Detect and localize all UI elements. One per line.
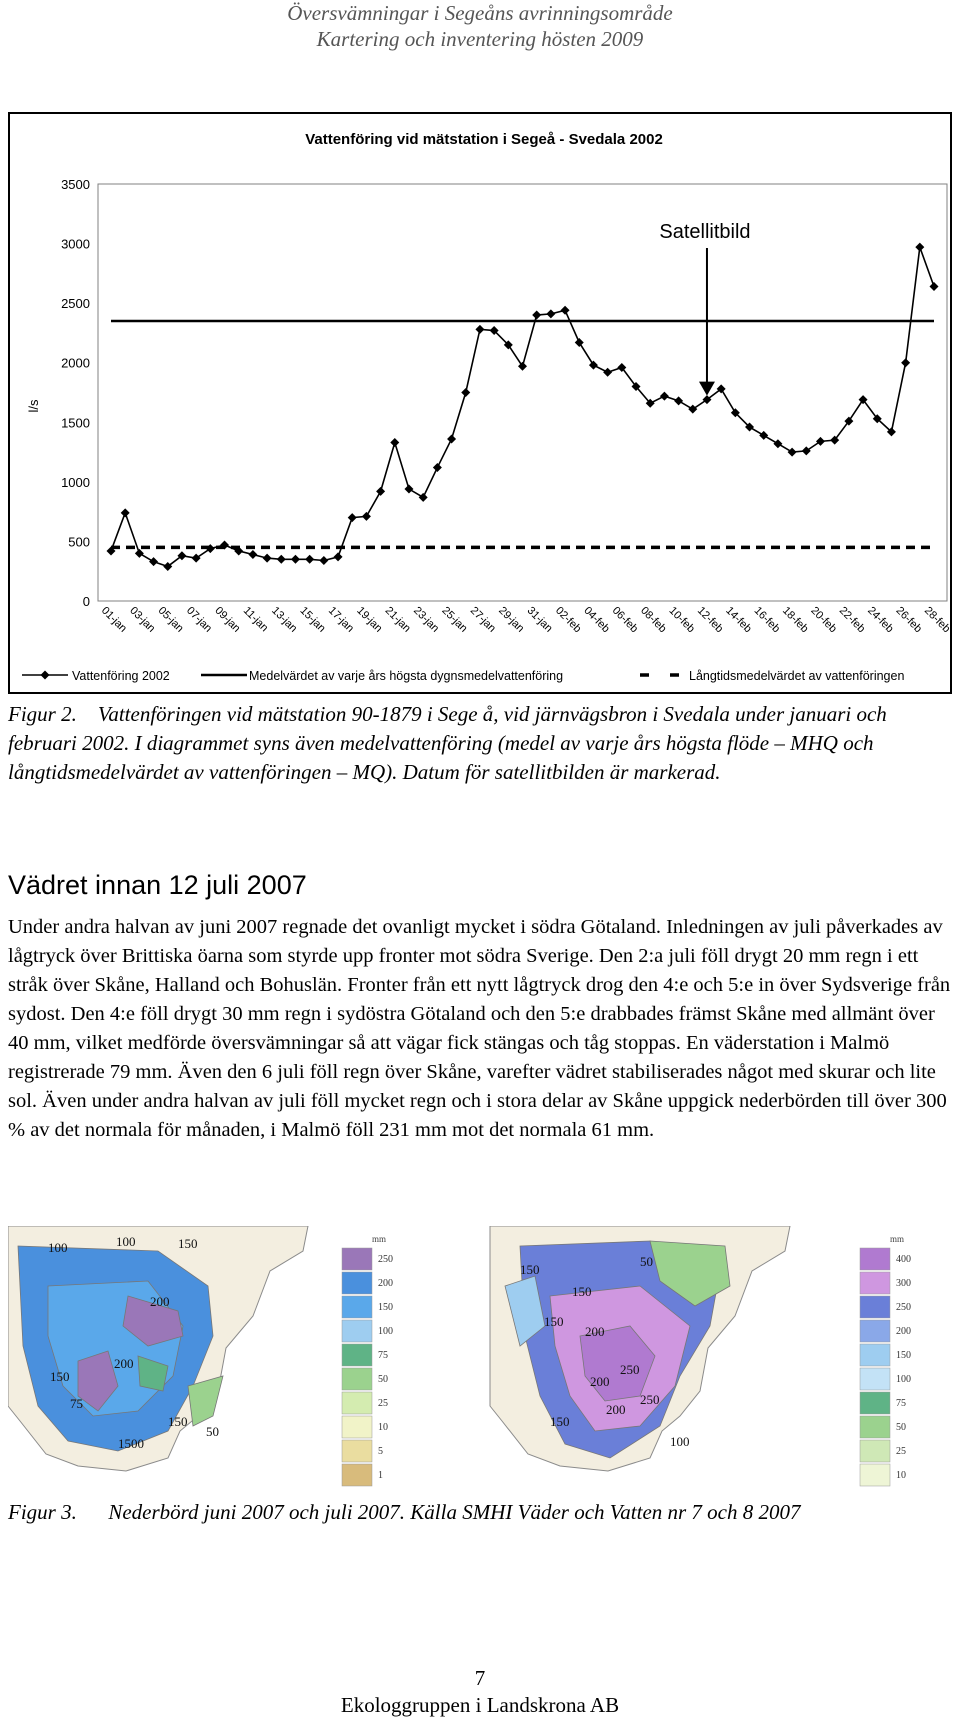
- map-contour-label: 150: [544, 1314, 564, 1329]
- figure-2-text: Vattenföringen vid mätstation 90-1879 i Sege å, vid järnvägsbron i Svedala under januari och februari 2002. I diagrammet syns även medelvattenföring (medel av varje års högsta flöde – MHQ och långtidsmedelvärdet av vattenföringen – MQ). Datum för satellitbilden är markerad.: [8, 702, 887, 784]
- x-tick-label: 22-feb: [836, 604, 868, 636]
- flow-point: [901, 358, 910, 367]
- flow-series-line: [111, 247, 934, 566]
- flow-point: [915, 243, 924, 252]
- legend-mq-label: Långtidsmedelvärdet av vattenföringen: [689, 669, 905, 683]
- flow-point: [788, 448, 797, 457]
- x-tick-label: 02-feb: [552, 604, 584, 636]
- flow-point: [390, 438, 399, 447]
- legend-swatch: [860, 1272, 890, 1294]
- map-contour-label: 150: [520, 1262, 540, 1277]
- map-contour-label: 100: [670, 1434, 690, 1449]
- map-contour-label: 100: [48, 1240, 68, 1255]
- flow-point: [532, 311, 541, 320]
- legend-swatch: [860, 1392, 890, 1414]
- plot-area: [98, 184, 947, 601]
- map-contour-label: 150: [178, 1236, 198, 1251]
- flow-point: [192, 554, 201, 563]
- map-contour-label: 150: [168, 1414, 188, 1429]
- legend-value: 150: [378, 1302, 393, 1313]
- x-tick-label: 25-jan: [439, 604, 470, 635]
- x-tick-label: 13-jan: [269, 604, 300, 635]
- flow-point: [206, 544, 215, 553]
- map-contour-label: 50: [640, 1254, 653, 1269]
- flow-point: [121, 508, 130, 517]
- x-tick-label: 11-jan: [240, 604, 271, 635]
- flow-point: [461, 388, 470, 397]
- legend-value: 10: [378, 1422, 388, 1433]
- header-title: Översvämningar i Segeåns avrinningsområde: [287, 1, 673, 25]
- map-contour-label: 200: [590, 1374, 610, 1389]
- figure-3-caption: [8, 1498, 956, 1527]
- x-tick-label: 04-feb: [581, 604, 612, 636]
- header-subtitle: Kartering och inventering hösten 2009: [316, 27, 644, 51]
- map-july: [490, 1226, 790, 1471]
- y-tick-label: 2500: [61, 296, 90, 312]
- map-contour-label: 250: [620, 1362, 640, 1377]
- legend-value: 1: [378, 1470, 383, 1481]
- flow-chart-svg: [10, 114, 954, 696]
- chart-title: Vattenföring vid mätstation i Segeå - Svedala 2002: [305, 131, 663, 148]
- legend-swatch: [342, 1296, 372, 1318]
- x-tick-label: 14-feb: [723, 604, 754, 636]
- map-contour-label: 75: [70, 1396, 83, 1411]
- flow-point: [348, 513, 357, 522]
- legend-swatch: [342, 1320, 372, 1342]
- legend-value: 250: [378, 1254, 393, 1265]
- flow-point: [263, 554, 272, 563]
- map-contour-label: 200: [585, 1324, 605, 1339]
- legend-swatch: [860, 1464, 890, 1486]
- x-tick-label: 19-jan: [354, 604, 385, 635]
- y-tick-label: 2000: [61, 355, 90, 371]
- legend-flow-label: Vattenföring 2002: [72, 669, 170, 683]
- flow-point: [759, 431, 768, 440]
- legend-value: 200: [896, 1326, 911, 1337]
- flow-point: [334, 552, 343, 561]
- flow-point: [291, 555, 300, 564]
- page-number: 7: [474, 1666, 486, 1690]
- precipitation-maps: [8, 1226, 952, 1496]
- x-tick-label: 29-jan: [496, 604, 527, 635]
- x-tick-label: 16-feb: [751, 604, 783, 636]
- x-tick-label: 31-jan: [524, 604, 555, 635]
- flow-point: [546, 309, 555, 318]
- legend-value: 250: [896, 1302, 911, 1313]
- legend-value: 150: [896, 1350, 911, 1361]
- flow-point: [688, 405, 697, 414]
- flow-point: [305, 555, 314, 564]
- legend-swatch: [342, 1416, 372, 1438]
- x-tick-label: 07-jan: [184, 604, 215, 635]
- legend-swatch: [860, 1440, 890, 1462]
- y-tick-label: 0: [82, 594, 90, 609]
- flow-point: [376, 487, 385, 496]
- flow-point: [575, 338, 584, 347]
- legend-swatch: [342, 1344, 372, 1366]
- flow-point: [277, 555, 286, 564]
- y-axis-label: l/s: [26, 399, 41, 413]
- x-tick-label: 24-feb: [865, 604, 896, 636]
- legend-value: 5: [378, 1446, 383, 1457]
- flow-chart: [8, 112, 952, 694]
- x-tick-label: 10-feb: [666, 604, 698, 636]
- legend-value: 75: [896, 1398, 906, 1409]
- flow-point: [135, 549, 144, 558]
- x-tick-label: 12-feb: [694, 604, 726, 636]
- y-tick-label: 500: [68, 534, 90, 550]
- map-july-legend: [860, 1234, 911, 1486]
- section-heading: Vädret innan 12 juli 2007: [8, 870, 307, 900]
- flow-point: [674, 396, 683, 405]
- figure-2-caption: [8, 700, 956, 787]
- x-tick-label: 17-jan: [325, 604, 357, 635]
- legend-mhq-label: Medelvärdet av varje års högsta dygnsmedelvattenföring: [249, 669, 564, 683]
- x-tick-label: 28-feb: [921, 604, 953, 636]
- legend-value: 100: [896, 1374, 911, 1385]
- legend-value: 50: [896, 1422, 906, 1433]
- x-tick-label: 06-feb: [609, 604, 641, 636]
- flow-point: [589, 361, 598, 370]
- map-contour-label: 250: [640, 1392, 660, 1407]
- legend-swatch: [860, 1416, 890, 1438]
- flow-point: [248, 550, 257, 559]
- flow-point: [404, 485, 413, 494]
- legend-swatch: [860, 1368, 890, 1390]
- flow-point: [816, 437, 825, 446]
- legend-flow-marker: [41, 671, 50, 680]
- legend-swatch: [342, 1440, 372, 1462]
- figure-3-text: Nederbörd juni 2007 och juli 2007. Källa SMHI Väder och Vatten nr 7 och 8 2007: [108, 1500, 801, 1524]
- legend-swatch: [342, 1272, 372, 1294]
- map-contour-label: 100: [116, 1234, 136, 1249]
- satellite-annotation: Satellitbild: [659, 221, 751, 243]
- section-body: Under andra halvan av juni 2007 regnade det ovanligt mycket i södra Götaland. Inledningen av juli påverkades av lågtryck över Brittiska öarna som styrde upp fronter mot södra Sverige. Den 2:a juli föll drygt 20 mm regn i ett stråk över Skåne, Halland och Bohuslän. Fronter från ett nytt lågtryck drog den 4:e och 5:e in över Sydsverige från sydost. Den 4:e föll drygt 30 mm regn i sydöstra Götaland och den 5:e drabbades främst Skåne med allmänt över 40 mm, vilket medförde översvämningar så att vägar fick stängas och tåg stoppas. En väderstation i Malmö registrerade 79 mm. Även den 6 juli föll regn över Skåne, varefter vädret stabiliserades något med skurar och lite sol. Även under andra halvan av juli föll mycket regn och i stora delar av Skåne uppgick nederbörden till över 300 % av det normala för månaden, i Malmö föll 231 mm mot det normala 61 mm.: [8, 916, 951, 1141]
- x-tick-label: 18-feb: [779, 604, 811, 636]
- flow-point: [433, 463, 442, 472]
- legend-swatch: [342, 1464, 372, 1486]
- legend-swatch: [860, 1296, 890, 1318]
- map-contour-label: 1500: [118, 1436, 144, 1451]
- flow-point: [802, 446, 811, 455]
- legend-swatch: [342, 1392, 372, 1414]
- x-tick-label: 20-feb: [808, 604, 839, 636]
- x-tick-label: 23-jan: [411, 604, 442, 635]
- legend-value: 300: [896, 1278, 911, 1289]
- legend-unit: mm: [890, 1234, 905, 1244]
- map-contour-label: 200: [150, 1294, 170, 1309]
- map-contour-label: 50: [206, 1424, 219, 1439]
- x-tick-label: 08-feb: [638, 604, 669, 636]
- x-tick-label: 01-jan: [98, 604, 129, 635]
- legend-value: 400: [896, 1254, 911, 1265]
- legend-value: 25: [896, 1446, 906, 1457]
- flow-point: [773, 439, 782, 448]
- flow-point: [319, 556, 328, 565]
- flow-point: [660, 392, 669, 401]
- x-tick-label: 27-jan: [467, 604, 498, 635]
- x-tick-label: 03-jan: [127, 604, 158, 635]
- legend-value: 75: [378, 1350, 388, 1361]
- flow-point: [518, 362, 527, 371]
- legend-value: 200: [378, 1278, 393, 1289]
- legend-swatch: [342, 1368, 372, 1390]
- map-contour-label: 150: [50, 1369, 70, 1384]
- y-tick-label: 3000: [61, 236, 90, 252]
- x-tick-label: 15-jan: [297, 604, 328, 635]
- map-contour-label: 150: [572, 1284, 592, 1299]
- x-tick-label: 05-jan: [155, 604, 186, 635]
- flow-point: [475, 325, 484, 334]
- legend-value: 50: [378, 1374, 388, 1385]
- x-tick-label: 26-feb: [893, 604, 925, 636]
- x-tick-label: 21-jan: [382, 604, 413, 635]
- y-tick-label: 1500: [61, 415, 90, 431]
- page-header: [0, 0, 960, 52]
- legend-unit: mm: [372, 1234, 387, 1244]
- flow-point: [362, 512, 371, 521]
- legend-swatch: [860, 1344, 890, 1366]
- flow-point: [603, 368, 612, 377]
- legend-value: 25: [378, 1398, 388, 1409]
- flow-point: [930, 282, 939, 291]
- map-june-legend: [342, 1234, 393, 1486]
- flow-point: [561, 306, 570, 315]
- flow-point: [419, 493, 428, 502]
- flow-point: [149, 557, 158, 566]
- legend-swatch: [860, 1248, 890, 1270]
- map-contour-label: 200: [114, 1356, 134, 1371]
- precipitation-maps-svg: [8, 1226, 952, 1496]
- legend-swatch: [860, 1320, 890, 1342]
- figure-2-label: Figur 2.: [8, 702, 77, 726]
- figure-3-label: Figur 3.: [8, 1500, 77, 1524]
- satellite-arrow-head: [699, 382, 715, 396]
- legend-value: 10: [896, 1470, 906, 1481]
- legend-value: 100: [378, 1326, 393, 1337]
- map-contour-label: 150: [550, 1414, 570, 1429]
- y-tick-label: 1000: [61, 474, 90, 490]
- map-contour-label: 200: [606, 1402, 626, 1417]
- map-june: [8, 1226, 308, 1471]
- flow-point: [447, 434, 456, 443]
- y-tick-label: 3500: [61, 177, 90, 192]
- x-tick-label: 09-jan: [212, 604, 243, 635]
- footer-company: Ekologgruppen i Landskrona AB: [340, 1693, 620, 1717]
- legend-swatch: [342, 1248, 372, 1270]
